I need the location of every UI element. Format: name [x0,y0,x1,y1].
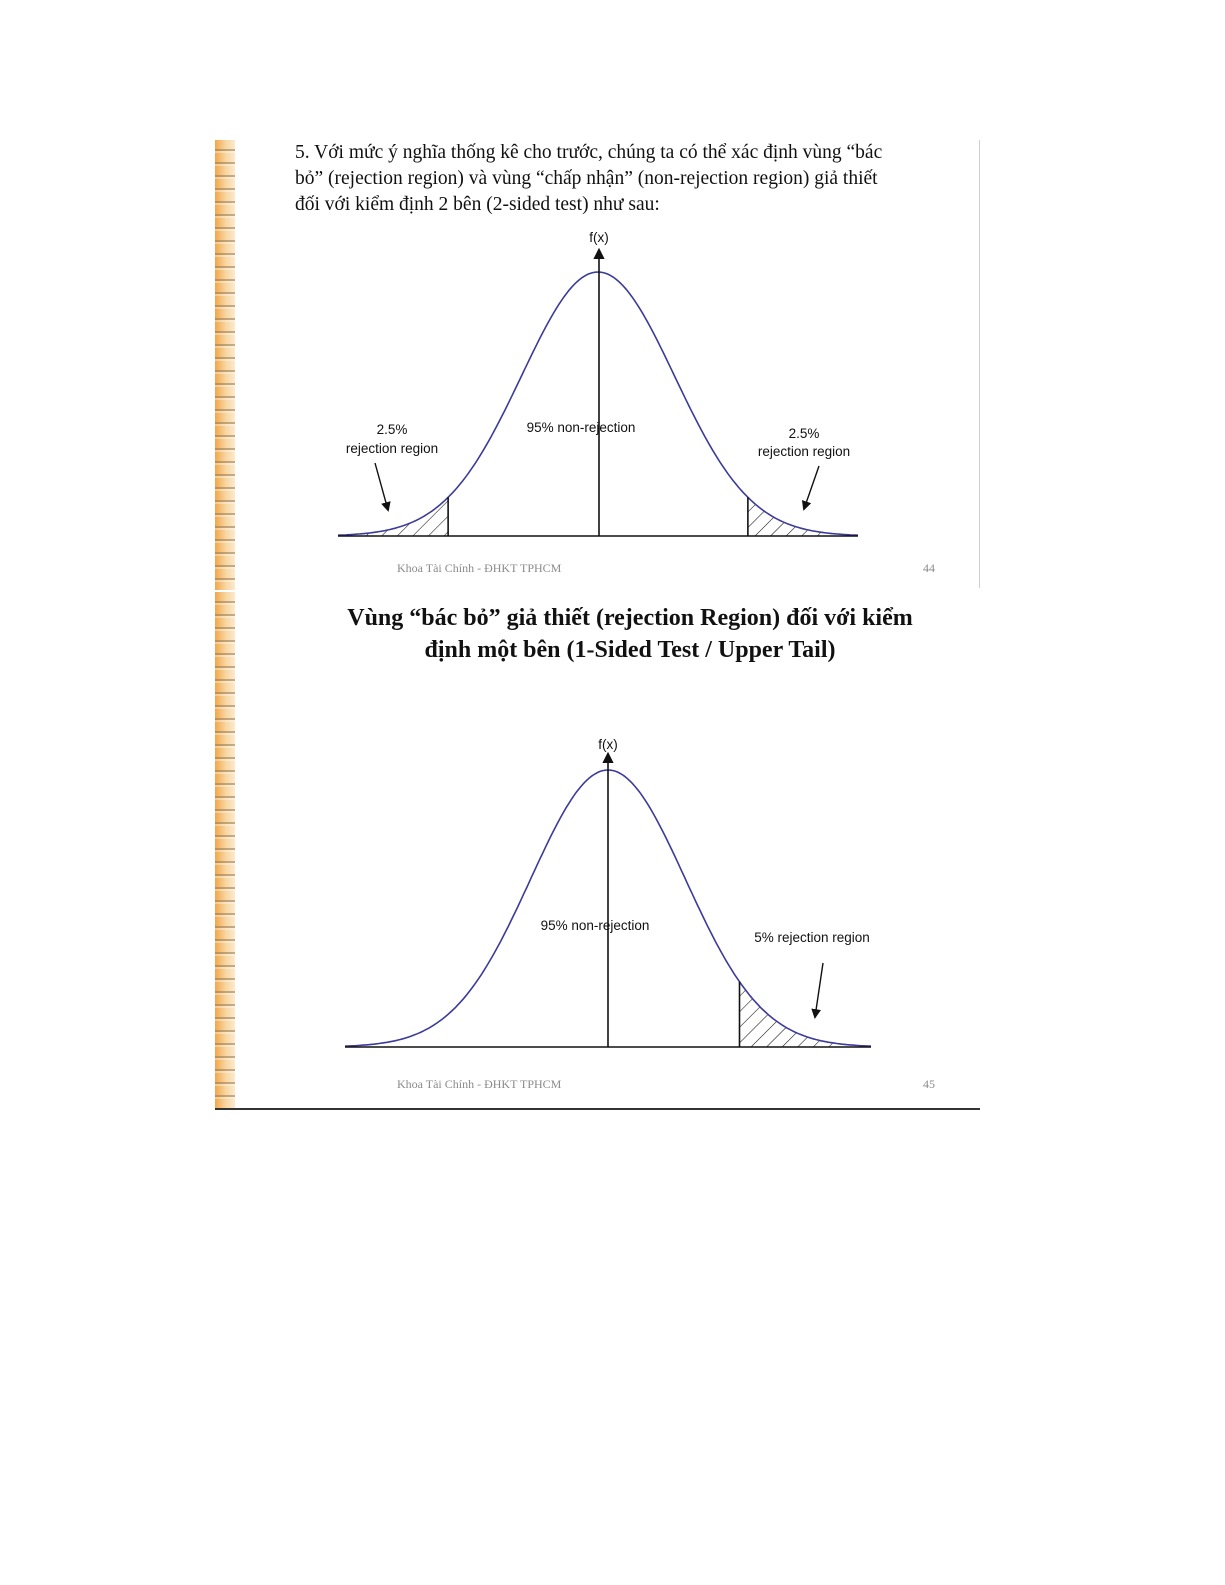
right-label-text: rejection region [757,444,851,459]
one-sided-normal-chart [215,727,980,1067]
y-axis-label: f(x) [598,737,618,752]
left-label-arrow [375,463,388,510]
center-label: 95% non-rejection [540,918,650,933]
right-rejection-area [748,497,826,536]
slide-border [215,1108,980,1110]
slide-footer: Khoa Tài Chính - ĐHKT TPHCM [397,561,562,575]
intro-paragraph [295,140,945,218]
page-number: 44 [923,561,935,575]
intro-line: bỏ” (rejection region) và vùng “chấp nhận” (non-rejection region) giả thiết [295,168,878,189]
center-label: 95% non-rejection [526,420,636,435]
intro-line: đối với kiểm định 2 bên (2-sided test) như sau: [295,194,660,215]
right-label-percent: 2.5% [788,426,820,441]
right-label: 5% rejection region [754,930,870,945]
normal-curve [338,272,858,535]
title-line: định một bên (1-Sided Test / Upper Tail) [424,637,836,663]
left-rejection-area [338,497,448,536]
slide-44 [215,140,980,590]
two-sided-normal-chart [215,220,980,550]
y-axis-label: f(x) [589,230,609,245]
page-number: 45 [923,1077,935,1091]
right-label-arrow [804,466,819,509]
intro-line: 5. Với mức ý nghĩa thống kê cho trước, chúng ta có thể xác định vùng “bác [295,142,883,163]
slide-45 [215,592,980,1110]
left-label-percent: 2.5% [376,422,408,437]
slide-footer: Khoa Tài Chính - ĐHKT TPHCM [397,1077,562,1091]
right-label-arrow [815,963,823,1017]
right-rejection-area [740,982,839,1047]
title-line: Vùng “bác bỏ” giả thiết (rejection Region) đối với kiểm [347,605,913,631]
slide-title [310,602,950,666]
left-label-text: rejection region [345,441,439,456]
